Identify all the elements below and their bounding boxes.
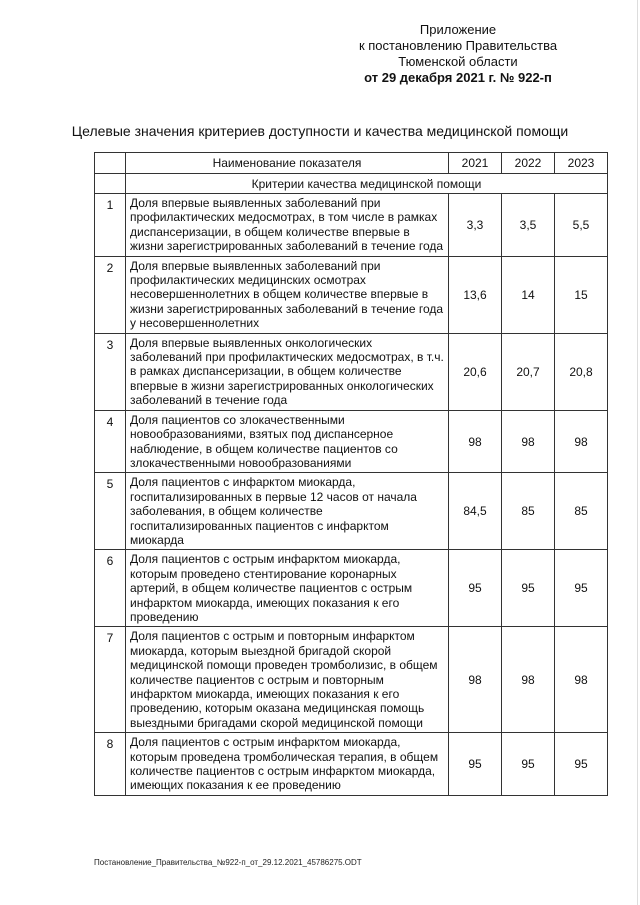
appendix-line-1: Приложение [419, 22, 497, 37]
row-value-2022: 95 [502, 733, 555, 796]
header-2021: 2021 [449, 153, 502, 174]
row-indicator-name: Доля пациентов с острым инфарктом миокарда, которым проведена тромболическая терапия, в общем количестве пациентов с острым инфарктом миокарда, имеющих показания к ее проведению [126, 733, 449, 796]
row-number: 8 [95, 733, 126, 796]
row-value-2023: 95 [555, 550, 608, 627]
row-value-2021: 98 [449, 410, 502, 473]
row-value-2022: 98 [502, 627, 555, 733]
table-header-row [95, 153, 608, 174]
appendix-header [328, 22, 588, 86]
header-2023: 2023 [555, 153, 608, 174]
row-value-2022: 20,7 [502, 333, 555, 410]
table-row [95, 410, 608, 473]
row-number: 5 [95, 473, 126, 550]
row-value-2022: 14 [502, 256, 555, 333]
row-value-2023: 95 [555, 733, 608, 796]
row-value-2023: 20,8 [555, 333, 608, 410]
row-value-2021: 3,3 [449, 194, 502, 257]
row-number: 1 [95, 194, 126, 257]
row-value-2021: 95 [449, 550, 502, 627]
row-indicator-name: Доля впервые выявленных заболеваний при профилактических медосмотрах, в том числе в рамках диспансеризации, в общем количестве впервые в жизни зарегистрированных заболеваний в течение года [126, 194, 449, 257]
row-value-2023: 5,5 [555, 194, 608, 257]
row-number: 7 [95, 627, 126, 733]
row-indicator-name: Доля впервые выявленных заболеваний при профилактических медицинских осмотрах несовершеннолетних в общем количестве впервые в жизни зарегистрированных заболеваний в течение года у несовершеннолетних [126, 256, 449, 333]
row-indicator-name: Доля пациентов с острым инфарктом миокарда, которым проведено стентирование коронарных артерий, в общем количестве пациентов с острым инфарктом миокарда, имеющих показания к его проведению [126, 550, 449, 627]
table-row [95, 473, 608, 550]
criteria-table [94, 152, 608, 796]
row-value-2021: 20,6 [449, 333, 502, 410]
row-value-2022: 95 [502, 550, 555, 627]
row-value-2022: 98 [502, 410, 555, 473]
row-value-2023: 85 [555, 473, 608, 550]
row-indicator-name: Доля впервые выявленных онкологических заболеваний при профилактических медосмотрах, в т.ч. в рамках диспансеризации, в общем количестве впервые в жизни зарегистрированных онкологических заболеваний в течение года [126, 333, 449, 410]
row-number: 2 [95, 256, 126, 333]
table-row [95, 550, 608, 627]
section-num [95, 174, 126, 194]
header-name: Наименование показателя [126, 153, 449, 174]
table-row [95, 256, 608, 333]
row-number: 3 [95, 333, 126, 410]
row-number: 6 [95, 550, 126, 627]
row-value-2023: 98 [555, 627, 608, 733]
row-value-2021: 13,6 [449, 256, 502, 333]
table-row [95, 333, 608, 410]
row-value-2021: 98 [449, 627, 502, 733]
row-value-2023: 15 [555, 256, 608, 333]
section-row [95, 174, 608, 194]
row-value-2021: 84,5 [449, 473, 502, 550]
appendix-decree-date: от 29 декабря 2021 г. № 922-п [364, 70, 552, 85]
row-indicator-name: Доля пациентов с инфарктом миокарда, госпитализированных в первые 12 часов от начала заболевания, в общем количестве госпитализированных пациентов с инфарктом миокарда [126, 473, 449, 550]
file-footer: Постановление_Правительства_№922-п_от_29.12.2021_45786275.ODT [94, 858, 362, 867]
row-value-2023: 98 [555, 410, 608, 473]
table-row [95, 194, 608, 257]
row-value-2021: 95 [449, 733, 502, 796]
row-indicator-name: Доля пациентов с острым и повторным инфарктом миокарда, которым выездной бригадой скорой медицинской помощи проведен тромболизис, в общем количестве пациентов с острым и повторным инфарктом миокарда, имеющих показания к его проведению, которым оказана медицинская помощь выездными бригадами скорой медицинской помощи [126, 627, 449, 733]
document-title: Целевые значения критериев доступности и качества медицинской помощи [71, 123, 569, 139]
row-number: 4 [95, 410, 126, 473]
header-2022: 2022 [502, 153, 555, 174]
table-row [95, 733, 608, 796]
row-indicator-name: Доля пациентов со злокачественными новообразованиями, взятых под диспансерное наблюдение, в общем количестве пациентов со злокачественными новообразованиями [126, 410, 449, 473]
row-value-2022: 3,5 [502, 194, 555, 257]
appendix-line-2: к постановлению Правительства [358, 38, 558, 53]
header-num [95, 153, 126, 174]
appendix-line-3: Тюменской области [398, 54, 518, 69]
row-value-2022: 85 [502, 473, 555, 550]
table-row [95, 627, 608, 733]
section-title: Критерии качества медицинской помощи [126, 174, 608, 194]
